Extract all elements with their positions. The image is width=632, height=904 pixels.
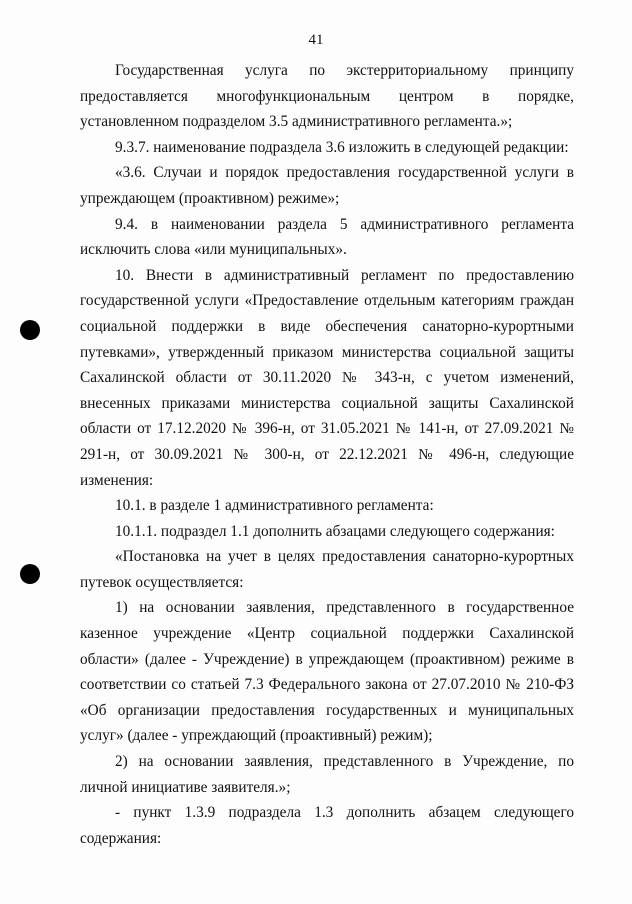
paragraph: 10. Внести в административный регламент по предоставлению государственной услуги «Предоставление отдельным категориям граждан социальной поддержки в виде обеспечения санаторно-курортными путевками», утвержденный приказом министерства социальной защиты Сахалинской области от 30.11.2020 № 343-н, с учетом изменений, внесенных приказами министерства социальной защиты Сахалинской области от 17.12.2020 № 396-н, от 31.05.2021 № 141-н, от 27.09.2021 № 291-н, от 30.09.2021 № 300-н, от 22.12.2021 № 496-н, следующие изменения: (80, 266, 574, 489)
page-number: 41 (308, 32, 324, 48)
paragraph: Государственная услуга по экстерриториальному принципу предоставляется многофункциональным центром в порядке, установленном подразделом 3.5 административного регламента.»; (80, 62, 574, 131)
paragraph: 2) на основании заявления, представленного в Учреждение, по личной инициативе заявителя.»; (80, 753, 574, 796)
document-body (80, 58, 574, 851)
paragraph: 10.1. в разделе 1 административного регламента: (115, 497, 434, 515)
punch-hole-mark (20, 564, 40, 584)
punch-hole-mark (20, 320, 40, 340)
paragraph: 10.1.1. подраздел 1.1 дополнить абзацами следующего содержания: (115, 522, 555, 540)
paragraph: 1) на основании заявления, представленного в государственное казенное учреждение «Центр социальной поддержки Сахалинской области» (далее - Учреждение) в упреждающем (проактивном) режиме в соответствии со статьей 7.3 Федерального закона от 27.07.2010 № 210-ФЗ «Об организации предоставления государственных и муниципальных услуг» (далее - упреждающий (проактивный) режим); (80, 599, 574, 745)
paragraph: «3.6. Случаи и порядок предоставления государственной услуги в упреждающем (проактивном) режиме»; (80, 164, 574, 207)
paragraph: 9.4. в наименовании раздела 5 административного регламента исключить слова «или муниципальных». (80, 215, 574, 259)
paragraph: 9.3.7. наименование подраздела 3.6 изложить в следующей редакции: (115, 138, 569, 156)
paragraph: «Постановка на учет в целях предоставления санаторно-курортных путевок осуществляется: (80, 548, 574, 591)
paragraph: - пункт 1.3.9 подраздела 1.3 дополнить абзацем следующего содержания: (80, 804, 574, 847)
